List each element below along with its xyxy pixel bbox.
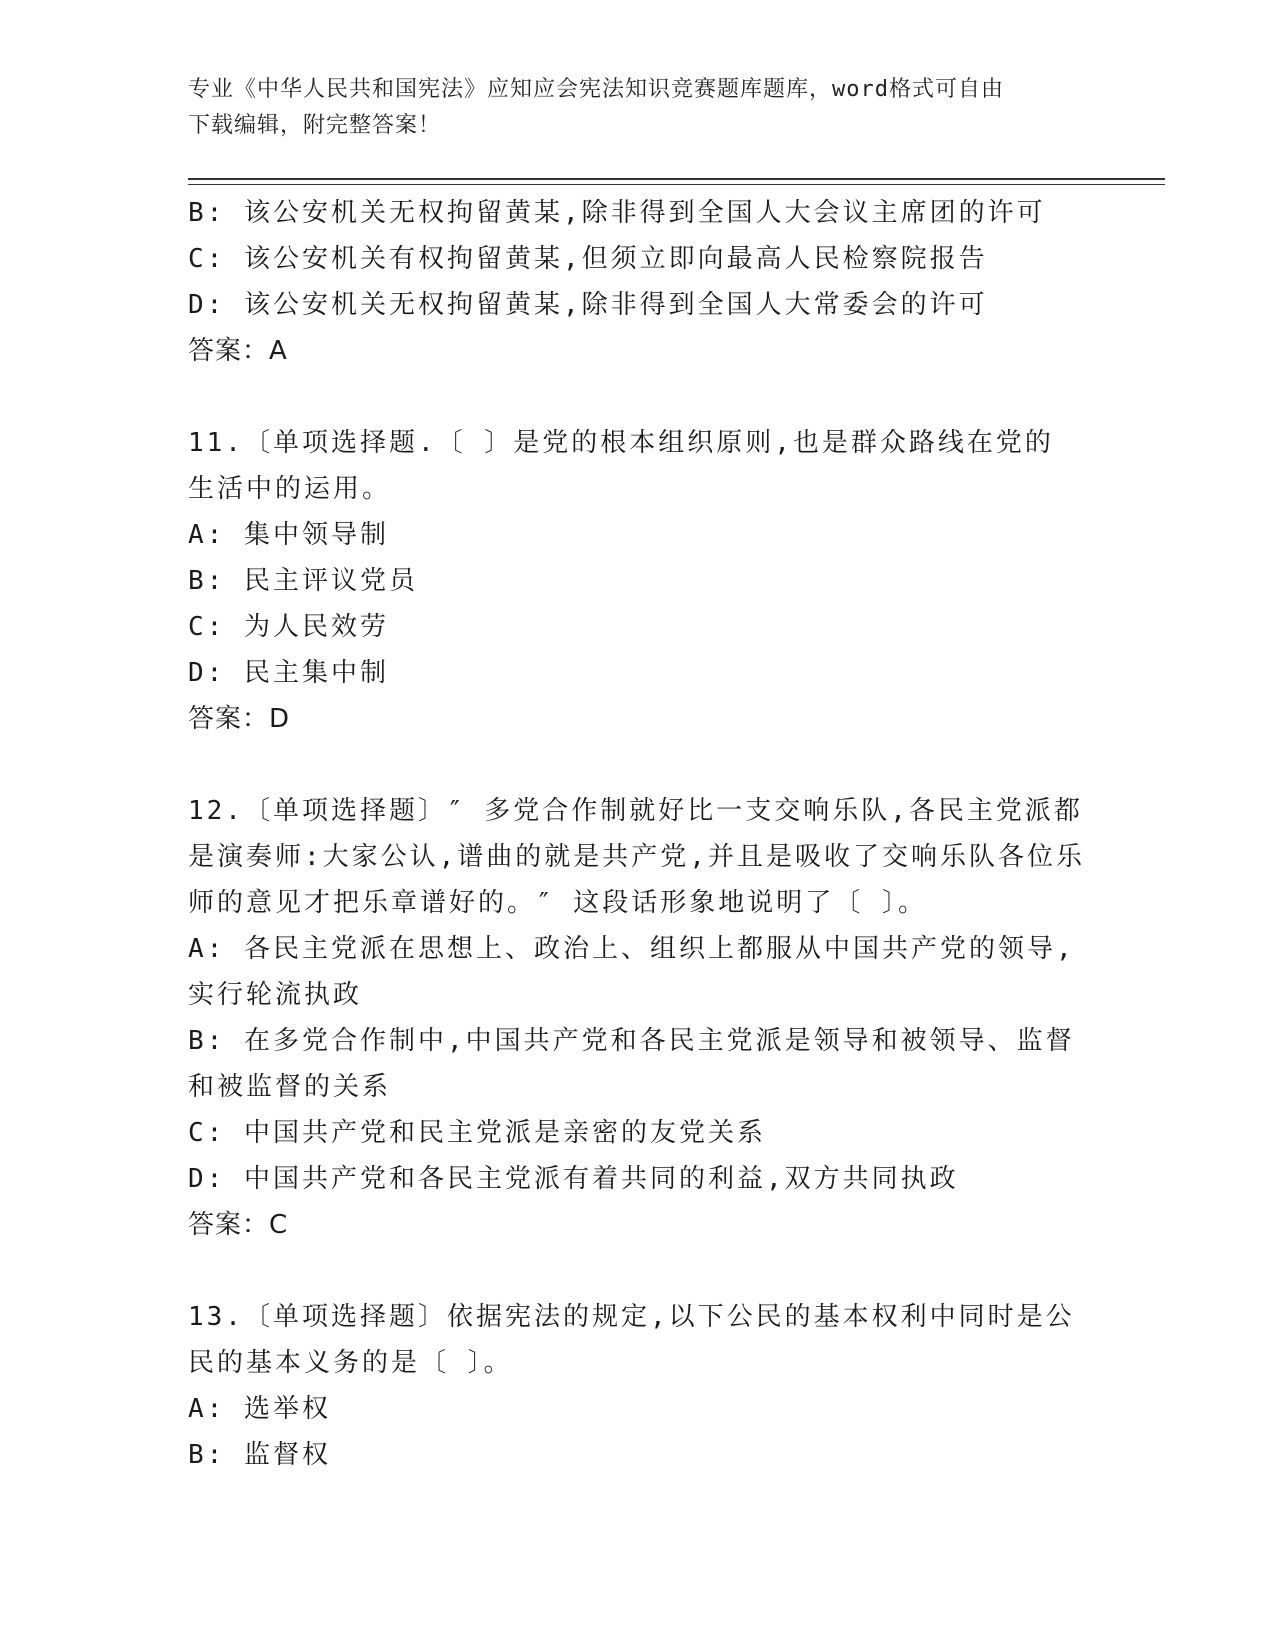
option-b-continued: 和被监督的关系 (188, 1072, 392, 1102)
question-stem-continued: 师的意见才把乐章谱好的。″ 这段话形象地说明了〔 〕。 (188, 888, 927, 918)
spacer (188, 374, 1088, 420)
spacer (188, 742, 1088, 788)
option-b: B: 民主评议党员 (188, 566, 418, 596)
answer: 答案：A (188, 336, 288, 366)
question-list (188, 190, 1088, 1478)
header-title-line-2: 下载编辑，附完整答案！ (188, 113, 442, 138)
option-d: D: 民主集中制 (188, 658, 389, 688)
question-10 (188, 190, 1088, 374)
question-12 (188, 788, 1088, 1248)
option-a-continued: 实行轮流执政 (188, 980, 363, 1010)
option-a: A: 集中领导制 (188, 520, 389, 550)
header-title-line-1: 专业《中华人民共和国宪法》应知应会宪法知识竞赛题库题库，word格式可自由 (188, 77, 1004, 102)
question-stem-continued: 是演奏师:大家公认,谱曲的就是共产党,并且是吸收了交响乐队各位乐 (188, 842, 1085, 872)
option-d: D: 该公安机关无权拘留黄某,除非得到全国人大常委会的许可 (188, 290, 988, 320)
question-stem: 11.〔单项选择题.〔 〕是党的根本组织原则,也是群众路线在党的 (188, 428, 1054, 458)
question-13 (188, 1294, 1088, 1478)
question-stem: 13.〔单项选择题〕依据宪法的规定,以下公民的基本权利中同时是公 (188, 1302, 1075, 1332)
question-stem-continued: 民的基本义务的是〔 〕。 (188, 1348, 513, 1378)
option-c: C: 为人民效劳 (188, 612, 389, 642)
header-divider-thin (188, 184, 1165, 185)
question-stem: 12.〔单项选择题〕″ 多党合作制就好比一支交响乐队,各民主党派都 (188, 796, 1083, 826)
question-stem-continued: 生活中的运用。 (188, 474, 392, 504)
option-c: C: 该公安机关有权拘留黄某,但须立即向最高人民检察院报告 (188, 244, 988, 274)
option-b: B: 在多党合作制中,中国共产党和各民主党派是领导和被领导、监督 (188, 1026, 1075, 1056)
spacer (188, 1248, 1088, 1294)
option-c: C: 中国共产党和民主党派是亲密的友党关系 (188, 1118, 766, 1148)
option-b: B: 该公安机关无权拘留黄某,除非得到全国人大会议主席团的许可 (188, 198, 1046, 228)
header-divider-thick (188, 178, 1165, 180)
option-a: A: 各民主党派在思想上、政治上、组织上都服从中国共产党的领导, (188, 934, 1075, 964)
answer: 答案：C (188, 1210, 289, 1240)
document-header (188, 72, 1088, 144)
answer: 答案：D (188, 704, 291, 734)
option-b: B: 监督权 (188, 1440, 331, 1470)
question-11 (188, 420, 1088, 742)
option-d: D: 中国共产党和各民主党派有着共同的利益,双方共同执政 (188, 1164, 959, 1194)
option-a: A: 选举权 (188, 1394, 331, 1424)
